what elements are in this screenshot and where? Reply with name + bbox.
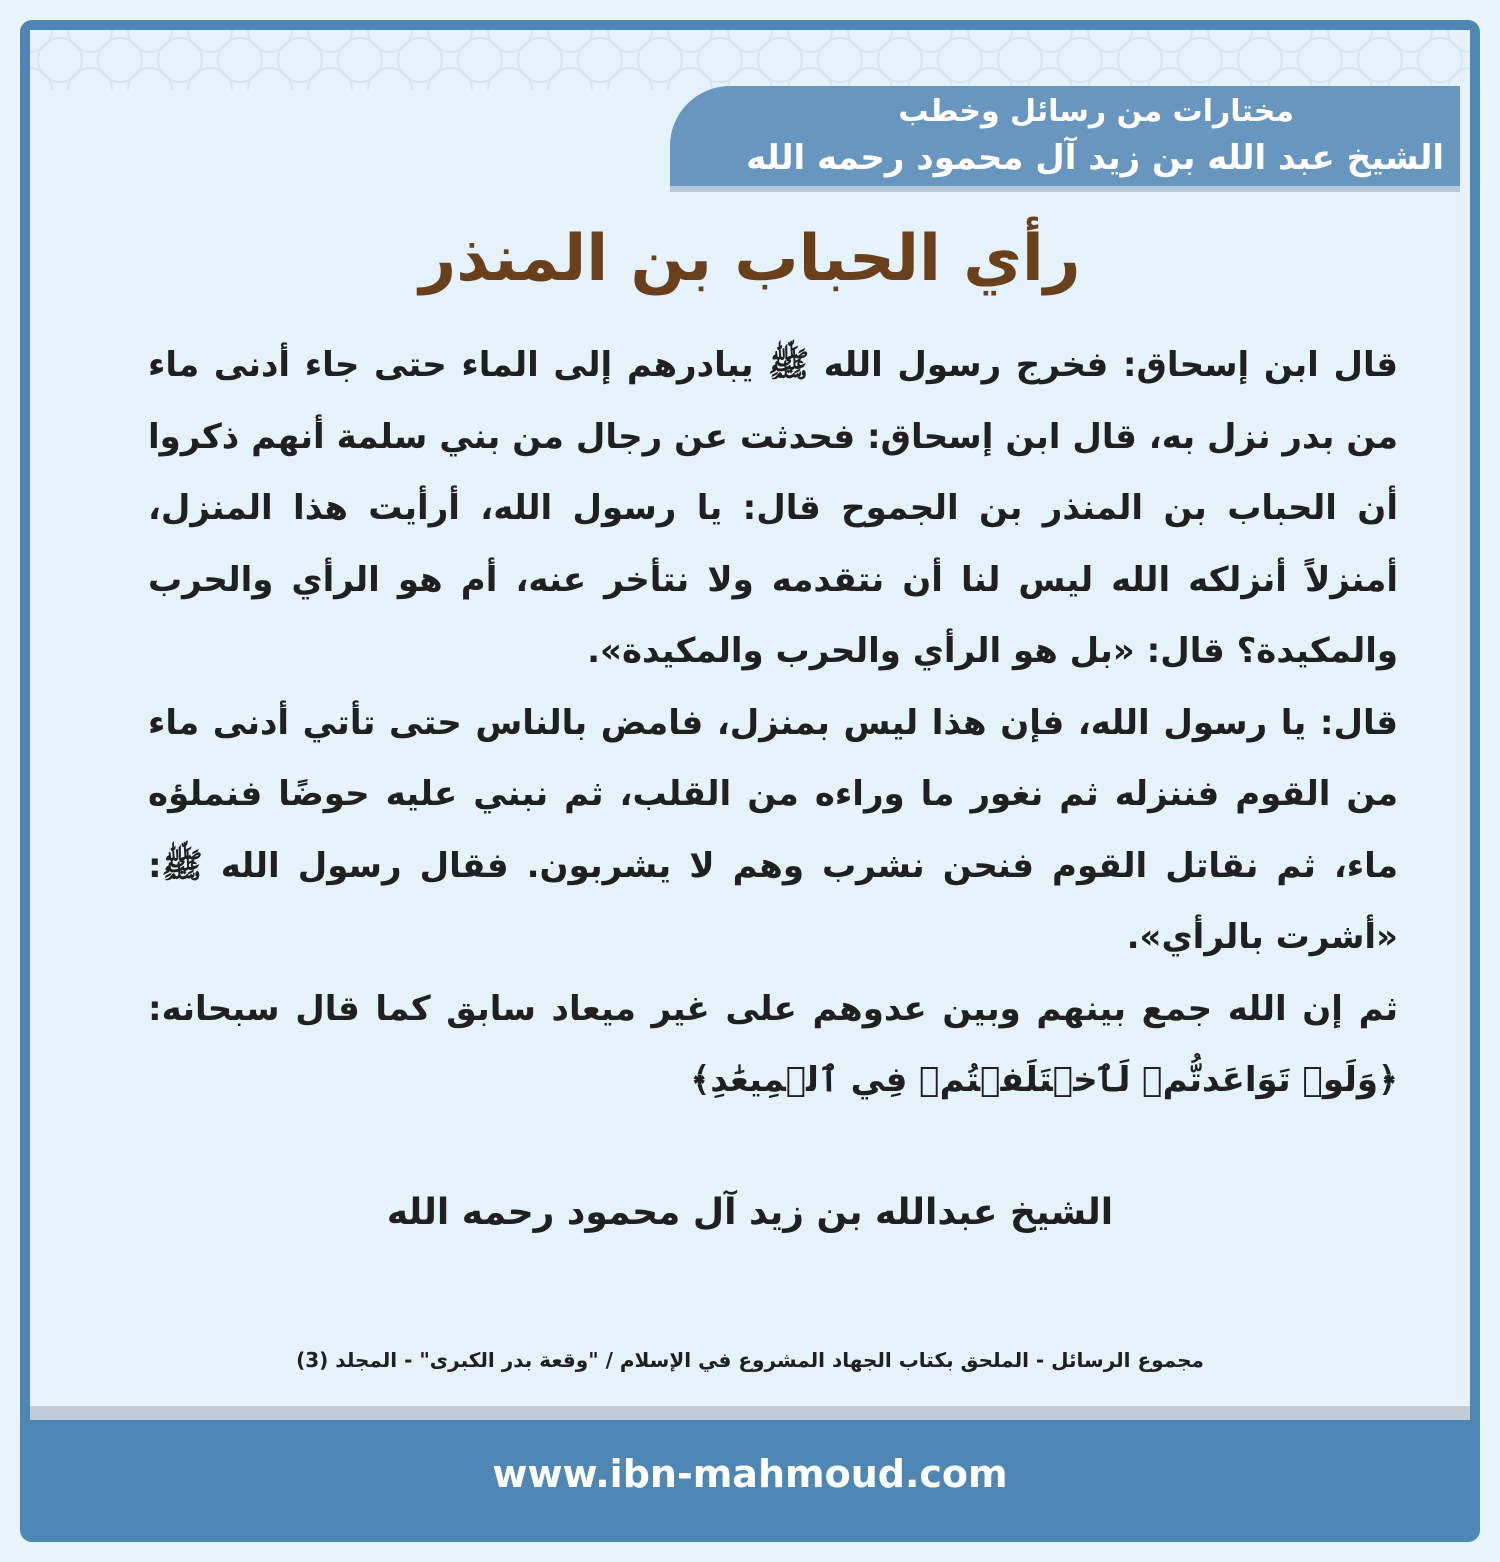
source-citation: مجموع الرسائل - الملحق بكتاب الجهاد المشروع في الإسلام / "وقعة بدر الكبرى" - المجلد (3): [296, 1348, 1204, 1372]
header-subtitle: مختارات من رسائل وخطب: [898, 94, 1294, 129]
paragraph-2: قال: يا رسول الله، فإن هذا ليس بمنزل، فامض بالناس حتى تأتي أدنى ماء من القوم فننزله ثم نغور ما وراءه من القلب، ثم نبني عليه حوضًا فنملؤه ماء، ثم نقاتل القوم فنحن نشرب وهم لا يشربون. فقال رسول الله ﷺ: «أشرت بالرأي».: [148, 702, 1398, 957]
paragraph-1: قال ابن إسحاق: فخرج رسول الله ﷺ يبادرهم إلى الماء حتى جاء أدنى ماء من بدر نزل به، قال ابن إسحاق: فحدثت عن رجال من بني سلمة أنهم ذكروا أن الحباب بن المنذر بن الجموح قال: يا رسول الله، أرأيت هذا المنزل، أمنزلاً أنزلكه الله ليس لنا أن نتقدمه ولا نتأخر عنه، أم هو الرأي والحرب والمكيدة؟ قال: «بل هو الرأي والحرب والمكيدة».: [148, 345, 1398, 671]
article-body: [148, 330, 1398, 1117]
decorative-pattern: [30, 30, 1470, 90]
page-title: رأي الحباب بن المنذر: [419, 222, 1081, 296]
header-banner: [670, 86, 1460, 192]
content-card: [30, 30, 1470, 1406]
footer-divider: [30, 1406, 1470, 1420]
header-author: الشيخ عبد الله بن زيد آل محمود رحمه الله: [746, 138, 1444, 178]
website-link[interactable]: www.ibn-mahmoud.com: [492, 1452, 1008, 1496]
signature: الشيخ عبدالله بن زيد آل محمود رحمه الله: [386, 1192, 1114, 1233]
paragraph-3: ثم إن الله جمع بينهم وبين عدوهم على غير ميعاد سابق كما قال سبحانه: ﴿وَلَوۡ تَوَاعَدتُّمۡ لَٱخۡتَلَفۡتُمۡ فِي ٱلۡمِيعَٰدِ﴾: [148, 988, 1398, 1100]
